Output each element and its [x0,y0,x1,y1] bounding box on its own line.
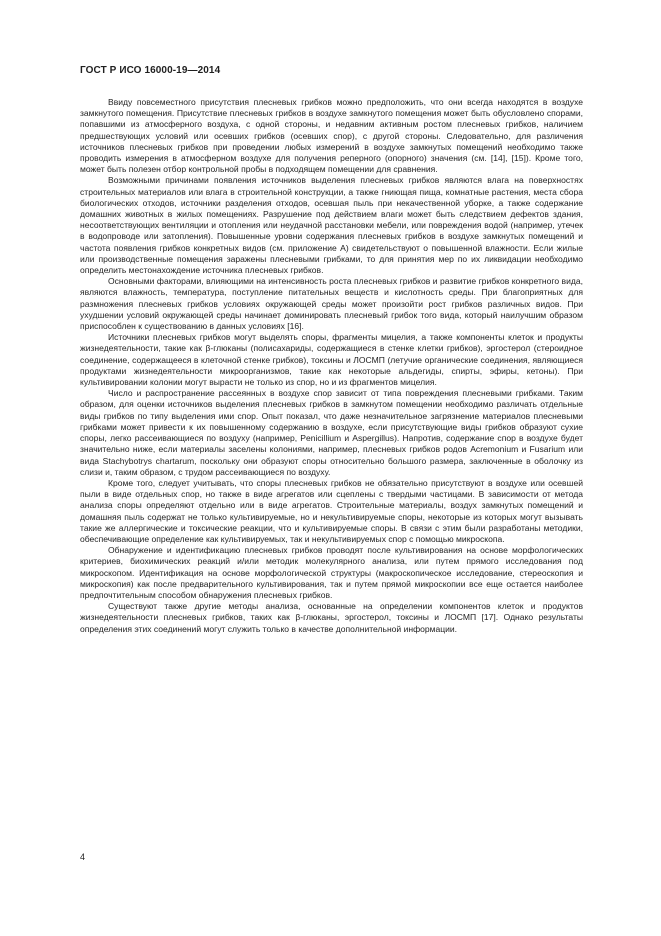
paragraph: Существуют также другие методы анализа, основанные на определении компонентов клеток и продуктов жизнедеятельности плесневых грибков, таких как β-глюканы, эргостерол, токсины и ЛОСМП [17]. Однако результаты определения этих соединений могут служить только в качестве дополнительной информации. [80,601,583,634]
paragraph: Ввиду повсеместного присутствия плесневых грибков можно предположить, что они всегда находятся в воздухе замкнутого помещения. Присутствие плесневых грибков в воздухе замкнутого помещения может быть обусловлено спорами, попавшими из атмосферного воздуха, с одной стороны, и недавним активным ростом плесневых грибков, наличием предшествующих условий или осевших грибков (осевших спор), с другой стороны. Следовательно, для различения источников плесневых грибков при проведении любых измерений в воздухе замкнутых помещений необходимо также проводить измерения в атмосферном воздухе для получения реперного (опорного) значения (см. [14], [15]). Кроме того, может быть полезен отбор контрольной пробы в подходящем помещении для сравнения. [80,97,583,175]
page-header: ГОСТ Р ИСО 16000-19—2014 [80,65,221,76]
body-text [80,97,583,635]
paragraph: Кроме того, следует учитывать, что споры плесневых грибков не обязательно присутствуют в воздухе или осевшей пыли в виде отдельных спор, но также в виде агрегатов или сцеплены с твердыми частицами. В зависимости от метода анализа споры определяют отдельно или в виде агрегатов. Строительные материалы, воздух замкнутых помещений и домашняя пыль содержат не только культивируемые, но и некультивируемые споры, некоторые из которых могут вызывать такие же аллергические и токсические реакции, что и культивируемые споры. В связи с этим были разработаны методики, обеспечивающие определение как культивируемых, так и некультивируемых спор с помощью микроскопа. [80,477,583,544]
paragraph: Число и распространение рассеянных в воздухе спор зависит от типа повреждения плесневыми грибками. Таким образом, для оценки источников выделения плесневых грибков в замкнутом помещении необходимо различать отдельные виды грибков по типу выделения ими спор. Опыт показал, что даже незначительное загрязнение материалов плесневыми грибками может привести к их повышенному содержанию в воздухе, если присутствующие виды грибков образуют сухие споры, легко рассеивающиеся по воздуху (например, Penicillium и Aspergillus). Напротив, содержание спор в воздухе будет значительно ниже, если материалы заселены колониями, например, плесневых грибков родов Acremonium и Fusarium или вида Stachybotrys chartarum, поскольку они образуют споры относительно большого размера, заключенные в оболочку из слизи и, таким образом, с трудом рассеивающиеся по воздуху. [80,388,583,477]
paragraph: Обнаружение и идентификацию плесневых грибков проводят после культивирования на основе морфологических критериев, биохимических реакций и/или методик молекулярного анализа, или путем прямого исследования под микроскопом. Идентификация на основе морфологической структуры (макроскопическое исследование, стереоскопия и микроскопия) как после предварительного культивирования, так и путем прямой микроскопии все еще остается наиболее предпочтительным способом обнаружения плесневых грибков. [80,545,583,600]
page-number: 4 [80,852,86,862]
paragraph: Возможными причинами появления источников выделения плесневых грибков являются влага на поверхностях строительных материалов или влага в строительной конструкции, а также гниющая пища, комнатные растения, места сбора биологических отходов, источники разделения отходов, осевшая пыль при некачественной уборке, а также содержание домашних животных в жилых помещениях. Разрушение под действием влаги может быть следствием дефектов здания, несоответствующих вентиляции и отопления или неудачной расстановки мебели, или повреждения водой (например, утечек в водопроводе или затопления). Повышенные уровни содержания плесневых грибков в воздухе замкнутых помещений и частота появления грибков конкретных видов (см. приложение А) свидетельствуют о повышенной влажности. Если жилые или производственные помещения заражены плесневыми грибками, то для принятия мер по их ликвидации необходимо определить местонахождение источника плесневых грибков. [80,175,583,276]
paragraph: Основными факторами, влияющими на интенсивность роста плесневых грибков и развитие грибков конкретного вида, являются влажность, температура, поступление питательных веществ и кислотность среды. При благоприятных для размножения плесневых грибков условиях окружающей среды может произойти рост грибков различных видов. При ухудшении условий окружающей среды начинает доминировать плесневый грибок того вида, который наилучшим образом приспособлен к существованию в данных условиях [16]. [80,276,583,332]
paragraph: Источники плесневых грибков могут выделять споры, фрагменты мицелия, а также компоненты клеток и продукты жизнедеятельности, такие как β-глюканы (полисахариды, содержащиеся в стенке клетки грибков), эргостерол (стероидное соединение, содержащееся в клеточной стенке грибков), токсины и ЛОСМП (летучие органические соединения, являющиеся продуктами жизнедеятельности микроорганизмов, такие как некоторые альдегиды, спирты, эфиры, кетоны). При культивировании колонии могут вырасти не только из спор, но и из фрагментов мицелия. [80,332,583,388]
